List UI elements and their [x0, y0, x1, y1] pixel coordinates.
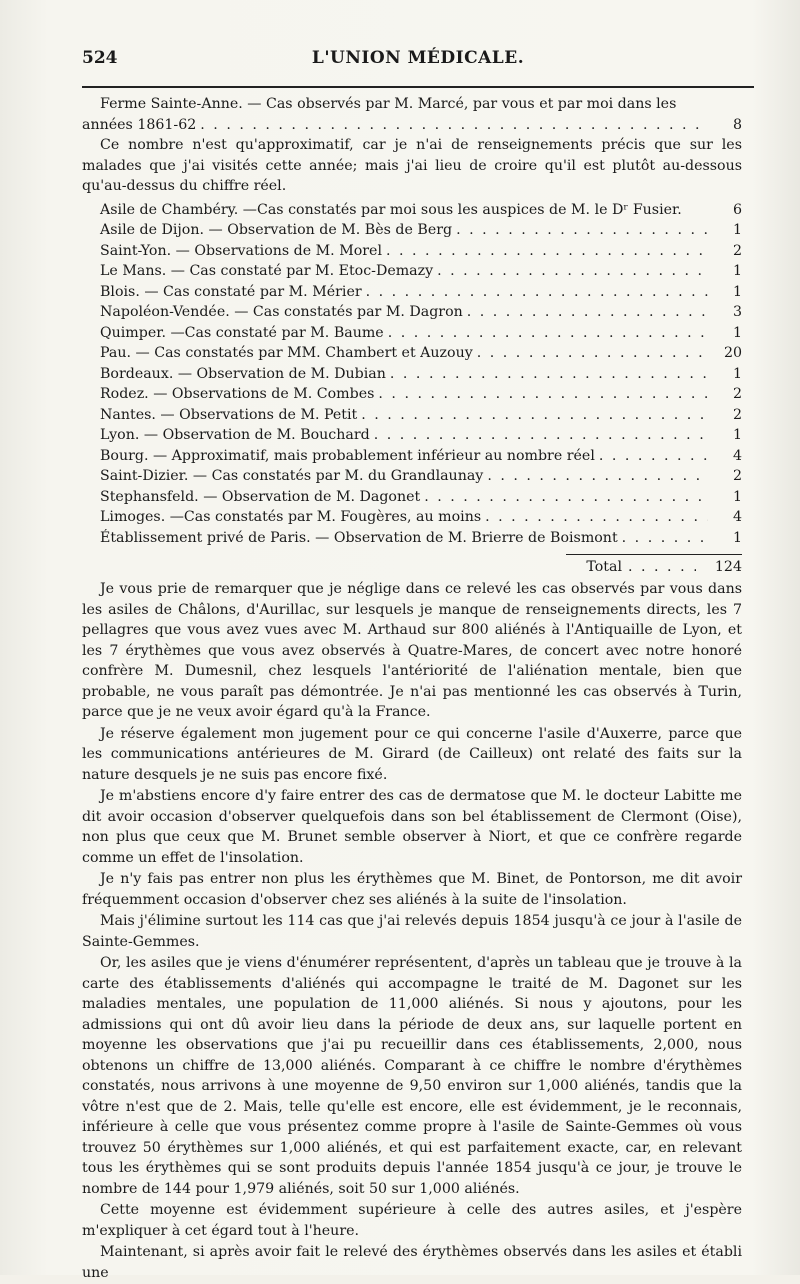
list-item-value: 4 — [732, 447, 742, 464]
leader-dots — [390, 364, 708, 385]
page-body — [82, 94, 742, 1284]
leader-dots — [378, 384, 708, 405]
list-item-label: Asile de Chambéry. —Cas constatés par moi sous les auspices de M. le Dʳ Fusier. — [100, 201, 682, 218]
list-item-label: Napoléon-Vendée. — Cas constatés par M. Dagron — [100, 304, 463, 320]
leader-dots — [361, 405, 708, 426]
total-rule — [566, 554, 742, 555]
body-paragraph: Je n'y fais pas entrer non plus les érythèmes que M. Binet, de Pontorson, me dit avoir fréquemment occasion d'observer chez ses aliénés à la suite de l'insolation. — [82, 871, 742, 908]
list-item — [82, 220, 742, 241]
list-item — [82, 282, 742, 303]
list-item-label: Nantes. — Observations de M. Petit — [100, 406, 358, 423]
list-item-value: 1 — [732, 529, 742, 546]
intro-entry-label: années 1861-62 — [82, 116, 197, 133]
intro-line: Ferme Sainte-Anne. — Cas observés par M. Marcé, par vous et par moi dans les — [100, 96, 677, 112]
list-item — [82, 200, 742, 221]
list-item-label: Saint-Dizier. — Cas constatés par M. du Grandlaunay — [100, 468, 484, 484]
list-item-label: Quimper. —Cas constaté par M. Baume — [100, 324, 384, 341]
list-item-label: Bourg. — Approximatif, mais probablement inférieur au nombre réel — [100, 447, 595, 464]
list-item — [82, 425, 742, 446]
list-item — [82, 241, 742, 262]
list-item-value: 1 — [732, 488, 742, 505]
list-item-value: 1 — [732, 222, 742, 238]
list-item-value: 2 — [732, 406, 742, 423]
list-item-label: Rodez. — Observations de M. Combes — [100, 386, 375, 402]
list-item-value: 1 — [732, 324, 742, 341]
list-item — [82, 384, 742, 405]
leader-dots — [628, 557, 696, 578]
list-item-value: 2 — [732, 242, 742, 259]
intro-entry-value: 8 — [732, 116, 742, 133]
leader-dots — [200, 115, 708, 136]
list-item — [82, 302, 742, 323]
list-item-value: 4 — [732, 509, 742, 525]
list-item — [82, 343, 742, 364]
leader-dots — [477, 343, 708, 364]
list-item-label: Saint-Yon. — Observations de M. Morel — [100, 242, 382, 259]
list-item-label: Blois. — Cas constaté par M. Mérier — [100, 283, 362, 300]
list-item-value: 3 — [732, 304, 742, 320]
list-item-label: Le Mans. — Cas constaté par M. Etoc-Demazy — [100, 263, 434, 279]
total-value: 124 — [714, 559, 742, 575]
leader-dots — [467, 302, 708, 323]
list-item — [82, 528, 742, 549]
leader-dots — [424, 487, 708, 508]
body-paragraph: Je vous prie de remarquer que je néglige dans ce relevé les cas observés par vous dans les asiles de Châlons, d'Aurillac, sur lesquels je manque de renseignements directs, les 7 pellagres que vous avez vues avec M. Arthaud sur 800 aliénés à l'Antiquaille de Lyon, et les 7 érythèmes que vous avez observés à Quatre-Mares, de concert avec notre honoré confrère M. Dumesnil, chez lesquels l'antériorité de l'aliénation mentale, bien que probable, ne vous paraît pas démontrée. Je n'ai pas mentionné les cas observés à Turin, parce que je ne veux avoir égard qu'à la France. — [82, 581, 742, 720]
asylum-list — [82, 200, 742, 549]
body-paragraph: Or, les asiles que je viens d'énumérer représentent, d'après un tableau que je trouve à la carte des établissements d'aliénés qui accompagne le traité de M. Dagonet sur les maladies mentales, une population de 11,000 aliénés. Si nous y ajoutons, pour les admissions qui ont dû avoir lieu dans la période de deux ans, sur laquelle portent en moyenne les observations que j'ai pu recueillir dans ces établissements, 2,000, nous obtenons un chiffre de 13,000 aliénés. Comparant à ce chiffre le nombre d'érythèmes constatés, nous arrivons à une moyenne de 9,50 environ sur 1,000 aliénés, tandis que la vôtre n'est que de 2. Mais, telle qu'elle est encore, elle est évidemment, je le reconnais, inférieure à celle que vous présentez comme propre à l'asile de Sainte-Gemmes où vous trouvez 50 érythèmes sur 1,000 aliénés, et qui est parfaitement exacte, car, en relevant tous les érythèmes qui se sont produits depuis l'année 1854 jusqu'à ce jour, je trouve le nombre de 144 pour 1,979 aliénés, soit 50 sur 1,000 aliénés. — [82, 955, 742, 1197]
list-item-label: Limoges. —Cas constatés par M. Fougères, au moins — [100, 509, 482, 525]
list-item — [82, 446, 742, 467]
leader-dots — [622, 528, 708, 549]
list-item-value: 1 — [732, 283, 742, 300]
total-row — [82, 557, 742, 579]
leader-dots — [456, 220, 708, 241]
list-item-value: 2 — [732, 386, 742, 402]
body-paragraph: Maintenant, si après avoir fait le relevé des érythèmes observés dans les asiles et établi une — [82, 1244, 742, 1281]
page-number: 524 — [82, 48, 118, 68]
list-item — [82, 466, 742, 487]
body-paragraph: Mais j'élimine surtout les 114 cas que j'ai relevés depuis 1854 jusqu'à ce jour à l'asile de Sainte-Gemmes. — [82, 913, 742, 950]
body-paragraph: Cette moyenne est évidemment supérieure à celle des autres asiles, et j'espère m'expliquer à cet égard tout à l'heure. — [82, 1202, 742, 1239]
total-label: Total — [586, 559, 622, 575]
list-item — [82, 323, 742, 344]
list-item-value: 2 — [732, 468, 742, 484]
leader-dots — [485, 507, 708, 528]
list-item-value: 20 — [723, 345, 742, 361]
list-item — [82, 261, 742, 282]
leader-dots — [599, 446, 708, 467]
intro-entry — [82, 115, 742, 136]
list-item-value: 6 — [732, 201, 742, 218]
list-item-label: Établissement privé de Paris. — Observation de M. Brierre de Boismont — [100, 529, 618, 546]
header-rule — [82, 86, 754, 88]
leader-dots — [386, 241, 708, 262]
list-item-label: Bordeaux. — Observation de M. Dubian — [100, 365, 386, 382]
leader-dots — [366, 282, 708, 303]
list-item — [82, 364, 742, 385]
list-item-value: 1 — [732, 427, 742, 443]
list-item — [82, 405, 742, 426]
body-paragraph: Je m'abstiens encore d'y faire entrer des cas de dermatose que M. le docteur Labitte me dit avoir occasion d'observer quelquefois dans son bel établissement de Clermont (Oise), non plus que ceux que M. Brunet semble observer à Niort, et que ce confrère regarde comme un effet de l'insolation. — [82, 788, 742, 866]
running-title: L'UNION MÉDICALE. — [311, 48, 525, 68]
list-item-label: Stephansfeld. — Observation de M. Dagonet — [100, 488, 421, 505]
note-paragraph: Ce nombre n'est qu'approximatif, car je n'ai de renseignements précis que sur les malades que j'ai visités cette année; mais j'ai lieu de croire qu'il est plutôt au-dessous qu'au-dessus du chiffre réel. — [82, 137, 742, 194]
list-item-label: Asile de Dijon. — Observation de M. Bès de Berg — [100, 222, 453, 238]
list-item-value: 1 — [732, 365, 742, 382]
list-item-value: 1 — [732, 263, 742, 279]
list-item-label: Lyon. — Observation de M. Bouchard — [100, 427, 370, 443]
body-paragraph: Je réserve également mon jugement pour ce qui concerne l'asile d'Auxerre, parce que les communications antérieures de M. Girard (de Cailleux) ont relaté des faits sur la nature desquels je ne suis pas encore fixé. — [82, 725, 742, 783]
page-header — [82, 48, 754, 74]
list-item — [82, 507, 742, 528]
list-item-label: Pau. — Cas constatés par MM. Chambert et Auzouy — [100, 345, 473, 361]
leader-dots — [388, 323, 708, 344]
list-item — [82, 487, 742, 508]
leader-dots — [437, 261, 708, 282]
leader-dots — [487, 466, 708, 487]
leader-dots — [374, 425, 708, 446]
